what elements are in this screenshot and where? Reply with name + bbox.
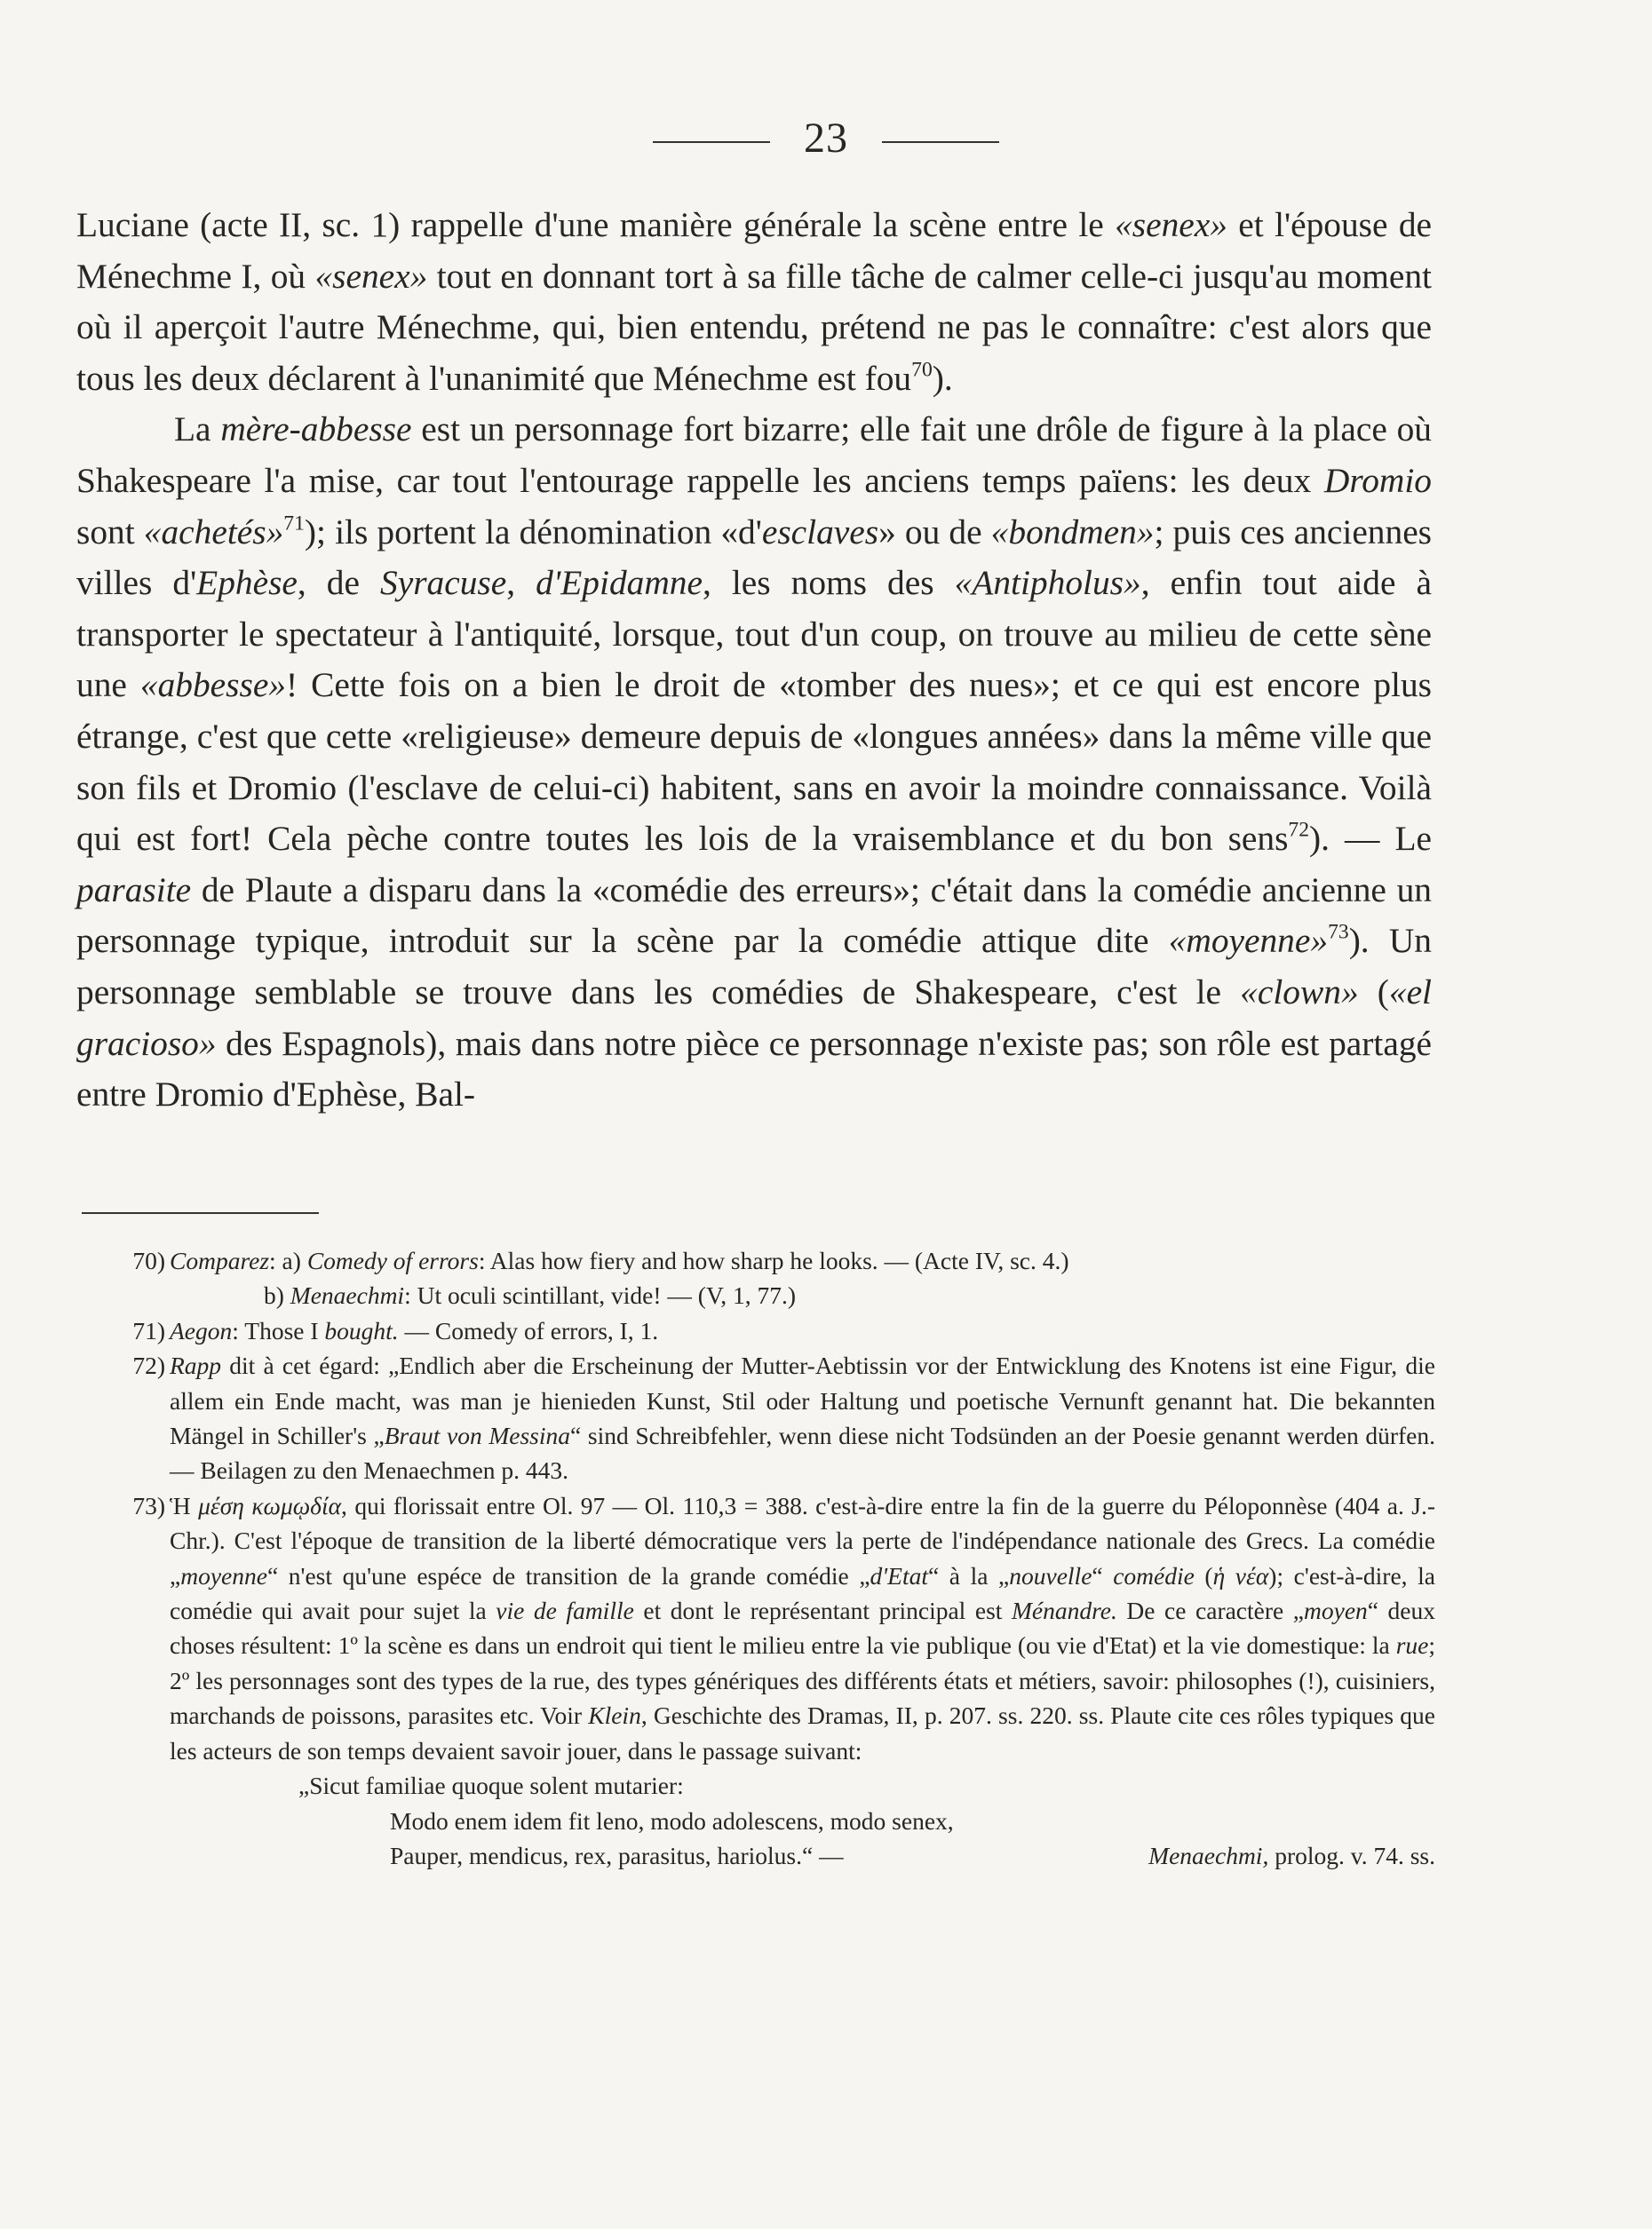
text-run: : a): [269, 1247, 307, 1274]
text-run: , les noms des: [702, 563, 955, 603]
text-run: et dont le représentant principal est: [633, 1597, 1012, 1625]
header-rule-left: [653, 141, 770, 143]
text-run: b): [264, 1281, 290, 1310]
text-run: «senex»: [1115, 205, 1227, 244]
footnote-ref: 71: [283, 512, 305, 535]
verse-source: Menaechmi,: [1148, 1841, 1269, 1869]
text-run: La: [174, 409, 221, 449]
text-run: “ n'est qu'une espéce de transition de la grande comédie „: [266, 1561, 870, 1590]
text-run: «clown»: [1240, 972, 1359, 1011]
text-run: d'Etat: [870, 1561, 929, 1590]
text-run: : Alas how fiery and how sharp he looks. — (Acte IV, sc. 4.): [478, 1247, 1069, 1274]
text-run: sont: [76, 512, 144, 551]
text-run: ). Un personnage semblable se trouve dans les comédies de Shakespeare, c'est le: [76, 921, 1432, 1011]
text-run: De ce caractère „: [1116, 1597, 1304, 1625]
text-run: Luciane (acte II, sc. 1) rappelle d'une manière générale la scène entre le: [76, 205, 1116, 244]
page-number: 23: [804, 115, 848, 162]
footnote-ref: 73: [1328, 920, 1349, 944]
text-run: (: [1194, 1561, 1213, 1590]
text-run: “: [1092, 1561, 1114, 1590]
header-rule-right: [882, 141, 999, 143]
footnote-separator: [82, 1212, 319, 1214]
text-run: — Comedy of errors, I, 1.: [398, 1316, 659, 1345]
text-run: (: [1358, 972, 1389, 1011]
footnotes: [85, 1243, 1435, 1873]
paragraph: [76, 404, 1432, 1120]
body-text: [76, 200, 1432, 1121]
text-run: Klein: [588, 1701, 641, 1730]
text-run: rue: [1395, 1631, 1429, 1660]
text-run: ἡ νέα: [1212, 1561, 1269, 1590]
text-run: «el gracioso»: [76, 972, 1432, 1063]
text-run: , Geschichte des Dramas, II, p. 207. ss. 220. ss. Plaute cite ces rôles typiques que les acteurs de son temps devaient savoir jouer, dans le passage suivant:: [170, 1701, 1435, 1765]
text-run: dit à cet égard: „Endlich aber die Erscheinung der Mutter-Aebtissin vor der Entwicklung des Knotens ist eine Figur, die allem ein Ende macht, was man je hienieden Kunst, Stil oder Haltung und poetische Vernunft genannt hat. Die bekannten Mängel in Schiller's „: [170, 1352, 1435, 1450]
text-run: Rapp: [170, 1352, 222, 1380]
text-run: mère-abbesse: [220, 409, 412, 449]
text-run: nouvelle: [1009, 1561, 1092, 1590]
paragraph: [76, 200, 1432, 404]
text-run: «bondmen»: [990, 512, 1155, 551]
text-run: , qui florissait entre Ol. 97 — Ol. 110,3 = 388. c'est-à-dire entre la fin de la guerre du Péloponnèse (404 a. J.-Chr.). C'est l'époque de transition de la liberté démocratique vers la perte de l'indépendance nationale des Grecs. La comédie „: [170, 1491, 1435, 1590]
footnote-ref: 70: [911, 358, 933, 382]
text-run: ).: [932, 358, 953, 398]
text-run: moyenne: [180, 1561, 267, 1590]
text-run: ; puis ces anciennes villes d': [76, 512, 1433, 603]
text-run: comédie: [1113, 1561, 1195, 1590]
verse-text: Pauper, mendicus, rex, parasitus, hariolus.“ —: [390, 1841, 844, 1869]
text-run: tout en donnant tort à sa fille tâche de calmer celle-ci jusqu'au moment où il aperçoit l'autre Ménechme, qui, bien entendu, prétend ne pas le connaître: c'est alors que tous les deux déclarent à l'unanimité que Ménechme est fou: [76, 256, 1432, 398]
footnote-mark: 73): [132, 1491, 165, 1519]
footnote: [85, 1313, 1435, 1348]
verse-line: Modo enem idem fit leno, modo adolescens, modo senex,: [390, 1806, 954, 1835]
text-run: «moyenne»: [1168, 921, 1329, 961]
footnote-mark: 70): [132, 1247, 165, 1274]
footnote-ref: 72: [1288, 818, 1310, 842]
text-run: vie de famille: [496, 1597, 634, 1625]
text-run: μέση κωμῳδία: [198, 1491, 342, 1519]
text-run: “ deux choses résultent: 1º la scène es dans un endroit qui tient le milieu entre la vie publique (ou vie d'Etat) et la vie domestique: la: [170, 1597, 1436, 1660]
text-run: ); ils portent la dénomination «d': [304, 512, 762, 551]
text-run: moyen: [1304, 1597, 1368, 1625]
text-run: : Ut oculi scintillant, vide! — (V, 1, 77.): [404, 1281, 797, 1310]
text-run: “ sind Schreibfehler, wenn diese nicht Todsünden an der Poesie genannt werden dürfen. — Beilagen zu den Menaechmen p. 443.: [170, 1422, 1435, 1485]
text-run: «Antipholus»: [954, 563, 1141, 603]
text-run: Aegon: [170, 1316, 233, 1345]
text-run: ,: [506, 563, 536, 603]
verse-line: [170, 1838, 1435, 1873]
text-run: «abbesse»: [139, 665, 286, 705]
footnote-mark: 71): [132, 1316, 165, 1345]
text-run: Dromio: [1323, 460, 1432, 500]
text-run: «senex»: [314, 256, 428, 296]
text-run: «achetés»: [143, 512, 284, 551]
text-run: esclaves: [761, 512, 879, 551]
text-run: Menaechmi: [290, 1281, 405, 1310]
text-run: , de: [297, 563, 381, 603]
footnote-text: [170, 1313, 1435, 1348]
text-run: de Plaute a disparu dans la «comédie des erreurs»; c'était dans la comédie ancienne un personnage typique, introduit sur la scène par la comédie attique dite: [76, 869, 1432, 961]
verse-citation: [1148, 1838, 1435, 1873]
footnote-mark: 72): [132, 1352, 165, 1380]
text-run: Ephèse: [196, 563, 298, 603]
footnote-text: [170, 1348, 1435, 1488]
text-run: Braut von Messina: [384, 1422, 571, 1450]
text-run: Comparez: [170, 1247, 270, 1274]
text-run: ! Cette fois on a bien le droit de «tomber des nues»; et ce qui est encore plus étrange, c'est que cette «religieuse» demeure depuis de «longues années» dans la même ville que son fils et Dromio (l'esclave de celui-ci) habitent, sans en avoir la moindre connaissance. Voilà qui est fort! Cela pèche contre toutes les lois de la vraisemblance et du bon sens: [76, 665, 1432, 859]
text-run: : Those I: [232, 1316, 325, 1345]
text-run: “ à la „: [928, 1561, 1010, 1590]
text-run: parasite: [76, 869, 192, 909]
text-run: Ἡ: [170, 1491, 199, 1519]
footnote-text: [170, 1243, 1435, 1278]
text-run: d'Epidamne: [536, 563, 703, 603]
footnote-text: [170, 1488, 1435, 1768]
text-run: Comedy of errors: [306, 1247, 479, 1274]
verse-ref: prolog. v. 74. ss.: [1268, 1841, 1435, 1869]
footnote: [85, 1488, 1435, 1873]
text-run: est un personnage fort bizarre; elle fait une drôle de figure à la place où Shakespeare l'a mise, car tout l'entourage rappelle les anciens temps païens: les deux: [76, 409, 1432, 500]
text-run: Ménandre.: [1011, 1597, 1117, 1625]
page-header: [0, 114, 1652, 163]
footnote-subline: [170, 1278, 1435, 1313]
footnote: [85, 1348, 1435, 1488]
text-run: ; 2º les personnages sont des types de la rue, des types génériques des différents états et métiers, savoir: philosophes (!), cuisiniers, marchands de poissons, parasites etc. Voir: [170, 1631, 1435, 1730]
verse-line: „Sicut familiae quoque solent mutarier:: [298, 1772, 684, 1800]
text-run: ). — Le: [1309, 819, 1432, 859]
text-run: bought.: [324, 1316, 399, 1345]
text-run: des Espagnols), mais dans notre pièce ce personnage n'existe pas; son rôle est partagé entre Dromio d'Ephèse, Bal-: [76, 1023, 1432, 1114]
text-run: , enfin tout aide à transporter le spectateur à l'antiquité, lorsque, tout d'un coup, on trouve au milieu de cette sène une: [76, 563, 1432, 705]
text-run: ); c'est-à-dire, la comédie qui avait pour sujet la: [170, 1561, 1435, 1625]
text-run: Syracuse: [380, 563, 507, 603]
text-run: » ou de: [878, 512, 991, 551]
footnote: [85, 1243, 1435, 1313]
text-run: et l'épouse de Ménechme I, où: [76, 205, 1433, 296]
